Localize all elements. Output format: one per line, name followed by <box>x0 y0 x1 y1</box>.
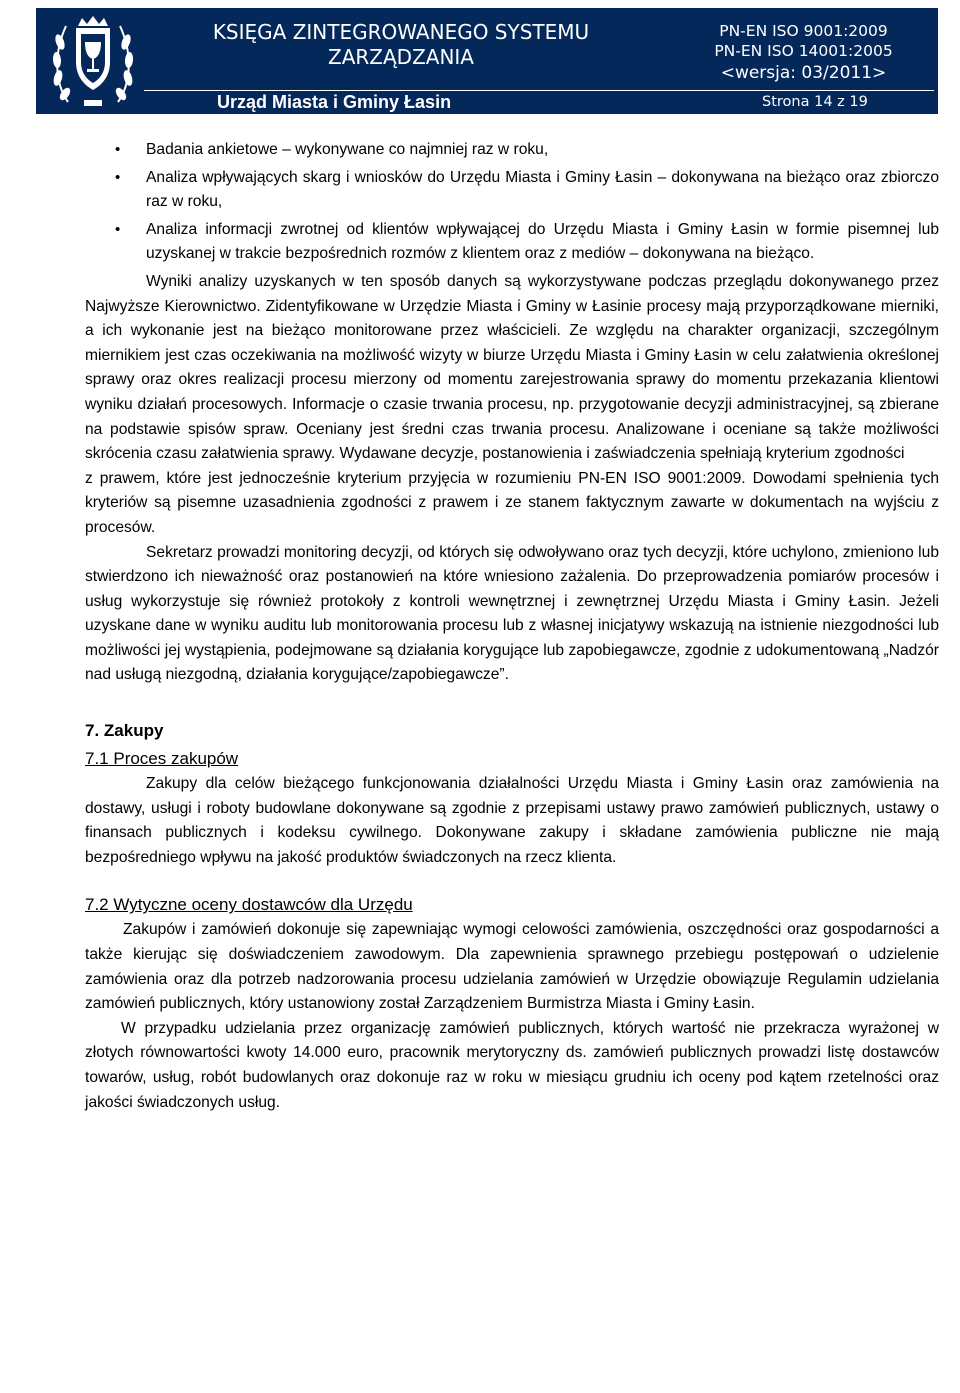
book-title-line1: KSIĘGA ZINTEGROWANEGO SYSTEMU <box>212 20 590 44</box>
document-header <box>36 8 938 114</box>
office-name: Urząd Miasta i Gminy Łasin <box>217 92 452 112</box>
version-label: <wersja: 03/2011> <box>720 63 887 83</box>
standards-block <box>676 21 931 85</box>
list-item: • Analiza informacji zwrotnej od klientów wpływającej do Urzędu Miasta i Gminy Łasin w formie pisemnej lub uzyskanej w trakcie bezpośrednich rozmów z klientem oraz z mediów – dokonywana na bieżąco. <box>85 218 939 267</box>
document-body <box>85 138 939 1115</box>
paragraph-monitoring: Sekretarz prowadzi monitoring decyzji, od których się odwoływano oraz tych decyzji, które uchylono, zmieniono lub stwierdzono ich nieważność oraz postanowień na które wniesiono zażalenia. Do przeprowadzenia pomiarów procesów i usług wykorzystuje się również protokoły z kontroli wewnętrznej i zewnętrznej Urzędu Miasta i Gminy Łasin. Jeżeli uzyskane dane w wyniku auditu lub monitorowania procesu lub z własnej inicjatywy wskazują na istnienie niezgodności lub możliwości jej wystąpienia, podejmowane są działania korygujące lub zapobiegawcze, zgodnie z udokumentowaną „Nadzór nad usługą niezgodną, działania korygujące/zapobiegawcze”. <box>85 543 939 684</box>
standard-9001: PN-EN ISO 9001:2009 <box>719 22 888 40</box>
subsection-heading-supplier-evaluation: 7.2 Wytyczne oceny dostawców dla Urzędu <box>85 895 413 915</box>
coat-of-arms-icon <box>48 12 138 110</box>
list-item: • Badania ankietowe – wykonywane co najmniej raz w roku, <box>85 138 939 163</box>
subsection-heading-process: 7.1 Proces zakupów <box>85 749 239 769</box>
paragraph-analysis-results: Wyniki analizy uzyskanych w ten sposób danych są wykorzystywane podczas przeglądu dokonywanego przez Najwyższe Kierownictwo. Zidentyfikowane w Urzędzie Miasta i Gminy w Łasinie procesy mają przyporządkowane mierniki, a ich wykonanie jest na bieżąco monitorowane przez właścicieli. Ze względu na charakter organizacji, szczególnym miernikiem jest czas oczekiwania na możliwość wizyty w biurze Urzędu Miasta i Gminy Łasin w celu załatwienia określonej sprawy oraz okres realizacji procesu mierzony od momentu zarejestrowania sprawy do momentu przekazania klientowi wyniku działań procesowych. Informacje o czasie trwania procesu, np. przygotowanie decyzji administracyjnej, są zbierane na podstawie spisów spraw. Oceniany jest średni czas trwania procesu. Analizowane i oceniane są także możliwości skrócenia czasu załatwienia sprawy. Wydawane decyzje, postanowienia i zaświadczenia spełniają kryterium zgodności <box>85 272 939 463</box>
paragraph-supplier-guidelines: Zakupów i zamówień dokonuje się zapewniając wymogi celowości zamówienia, oszczędności oraz gospodarności a także kierując się doświadczeniem zawodowym. Dla zapewnienia sprawnego przebiegu postępowań o udzielenie zamówienia oraz dla potrzeb nadzorowania procesu udzielania zamówień w Urzędzie obowiązuje Regulamin udzielania zamówień publicznych, który ustanowiony został Zarządzeniem Burmistrza Miasta i Gminy Łasin. <box>85 921 939 1013</box>
book-title-line2: ZARZĄDZANIA <box>328 45 474 69</box>
paragraph-supplier-list: W przypadku udzielania przez organizację zamówień publicznych, których wartość nie przekracza wyrażonej w złotych równowartości kwoty 14.000 euro, pracownik merytoryczny ds. zamówień publicznych prowadzi listę dostawców towarów, usług, robót budowlanych oraz dokonuje raz w roku w miesiącu grudniu ich oceny pod kątem rzetelności oraz jakości świadczonych usług. <box>85 1019 939 1111</box>
paragraph-compliance: z prawem, które jest jednocześnie kryterium przyjęcia w rozumieniu PN-EN ISO 9001:2009. Dowodami spełnienia tych kryteriów są pisemne uzasadnienia zgodności z prawem i ze stanem faktycznym zawarte w dokumentach na wyjściu z procesów. <box>85 469 939 536</box>
analysis-list <box>85 138 939 267</box>
paragraph-purchase-process: Zakupy dla celów bieżącego funkcjonowania działalności Urzędu Miasta i Gminy Łasin oraz zamówienia na dostawy, usługi i roboty budowlane dokonywane są zgodnie z przepisami ustawy prawo zamówień publicznych, ustawy o finansach publicznych i kodeksu cywilnego. Dokonywane zakupy i składane zamówienia publiczne nie mają bezpośredniego wpływu na jakość produktów świadczonych na rzecz klienta. <box>85 775 939 866</box>
page-number: Strona 14 z 19 <box>762 94 868 110</box>
list-item: • Analiza wpływających skarg i wniosków do Urzędu Miasta i Gminy Łasin – dokonywana na bieżąco oraz zbiorczo raz w roku, <box>85 166 939 215</box>
book-title <box>166 20 636 70</box>
section-heading-purchases: 7. Zakupy <box>85 721 164 741</box>
standard-14001: PN-EN ISO 14001:2005 <box>714 42 893 60</box>
